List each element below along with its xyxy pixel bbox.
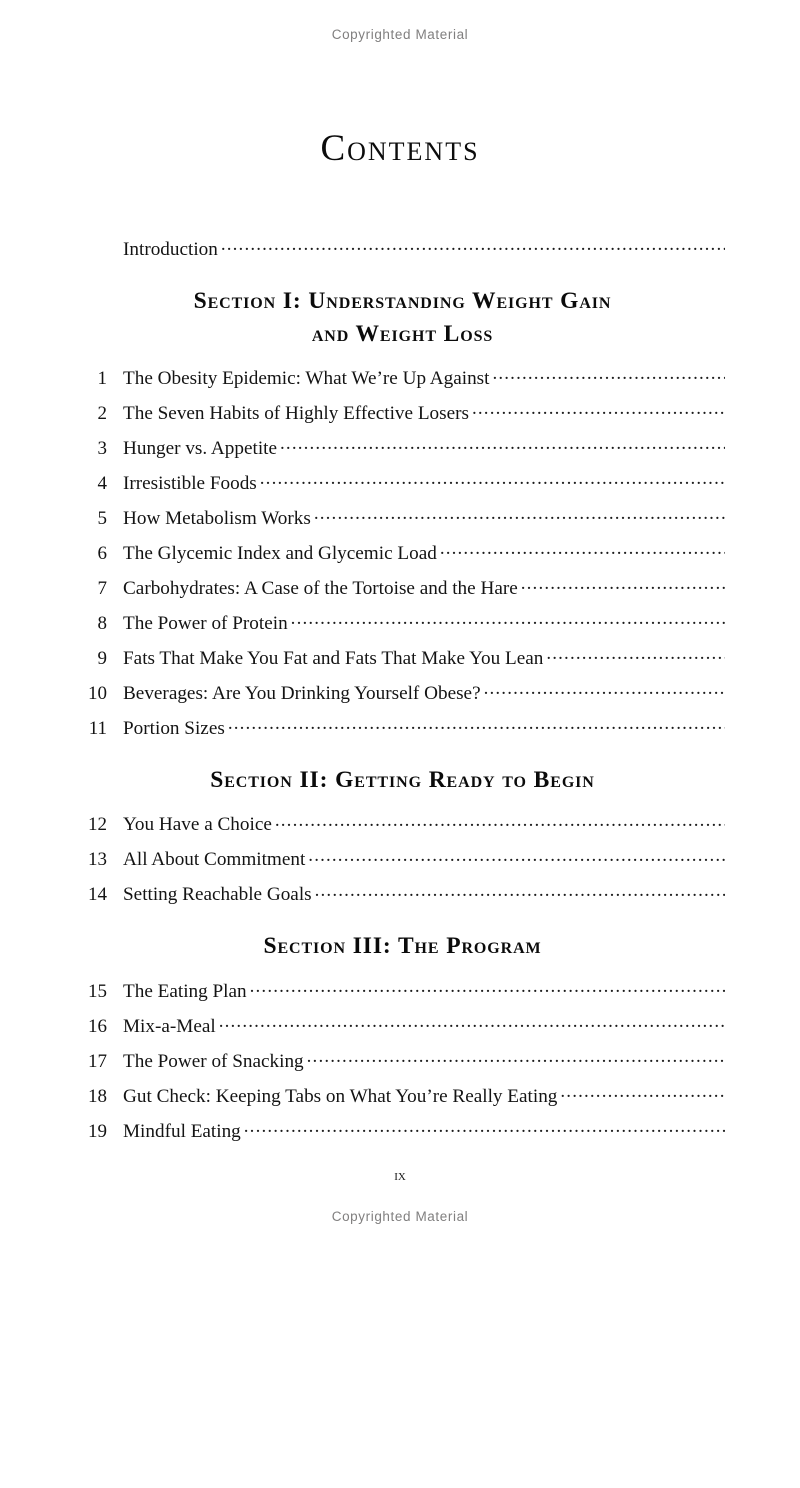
toc-entry-title: Hunger vs. Appetite <box>123 437 278 459</box>
toc-section-heading-line: and Weight Loss <box>311 321 494 348</box>
copyright-watermark-top: Copyrighted Material <box>331 27 469 42</box>
toc-entry-number: 1 <box>97 367 107 389</box>
toc-entry-number: 5 <box>97 507 107 529</box>
toc-entry-title: Irresistible Foods <box>123 472 257 494</box>
toc-section-heading-line: Section II: Getting Ready to Begin <box>210 766 595 793</box>
toc-entry-title: Gut Check: Keeping Tabs on What You’re Really Eating <box>123 1085 558 1107</box>
toc-entry-number: 16 <box>88 1015 107 1037</box>
toc-entry-title: The Power of Protein <box>123 612 288 634</box>
copyright-watermark-bottom: Copyrighted Material <box>331 1209 469 1224</box>
toc-entry-number: 9 <box>97 647 107 669</box>
page-title: Contents <box>320 128 480 169</box>
toc-entry-number: 14 <box>88 884 107 906</box>
toc-entry-number: 4 <box>97 472 107 494</box>
toc-entry-title: The Glycemic Index and Glycemic Load <box>123 542 437 564</box>
table-of-contents <box>80 236 725 1152</box>
toc-entry-number: 2 <box>97 402 107 424</box>
toc-entry-number: 10 <box>88 682 107 704</box>
toc-entry-title: Mindful Eating <box>123 1120 241 1142</box>
toc-entry-number: 7 <box>97 577 107 599</box>
toc-entry-title: The Power of Snacking <box>123 1050 304 1072</box>
toc-entry-number: 13 <box>88 849 107 871</box>
toc-entry-title: The Seven Habits of Highly Effective Losers <box>123 402 469 424</box>
toc-entry-number: 17 <box>88 1050 107 1072</box>
toc-entry[interactable] <box>80 1117 725 1152</box>
toc-entry-page-number <box>80 236 800 1488</box>
toc-entry-title: Mix-a-Meal <box>123 1015 216 1037</box>
toc-entry-title: Setting Reachable Goals <box>123 884 312 906</box>
toc-entry-title: The Obesity Epidemic: What We’re Up Against <box>123 367 490 389</box>
toc-entry-number: 6 <box>97 542 107 564</box>
toc-entry-title: Introduction <box>123 239 218 261</box>
toc-entry-number: 15 <box>88 980 107 1002</box>
toc-entry-title: Beverages: Are You Drinking Yourself Obese? <box>123 682 481 704</box>
toc-section-heading-line: Section I: Understanding Weight Gain <box>193 288 612 314</box>
toc-entry-title: All About Commitment <box>123 849 306 871</box>
toc-entry-number: 18 <box>88 1085 107 1107</box>
toc-section-heading-line: Section III: The Program <box>263 933 542 960</box>
toc-entry-title: Portion Sizes <box>123 717 225 739</box>
toc-entry-number: 11 <box>88 717 107 739</box>
toc-entry-title: The Eating Plan <box>123 980 247 1002</box>
toc-entry-number: 8 <box>97 612 107 634</box>
toc-entry-number: 12 <box>88 814 107 836</box>
toc-entry-number: 19 <box>88 1120 107 1142</box>
toc-entry-title: You Have a Choice <box>123 814 272 836</box>
toc-entry-number: 3 <box>97 437 107 459</box>
toc-entry-title: How Metabolism Works <box>123 507 311 529</box>
toc-entry-title: Fats That Make You Fat and Fats That Make You Lean <box>123 647 544 669</box>
page-folio-number: ix <box>394 1167 406 1184</box>
toc-entry-title: Carbohydrates: A Case of the Tortoise and the Hare <box>123 577 518 599</box>
